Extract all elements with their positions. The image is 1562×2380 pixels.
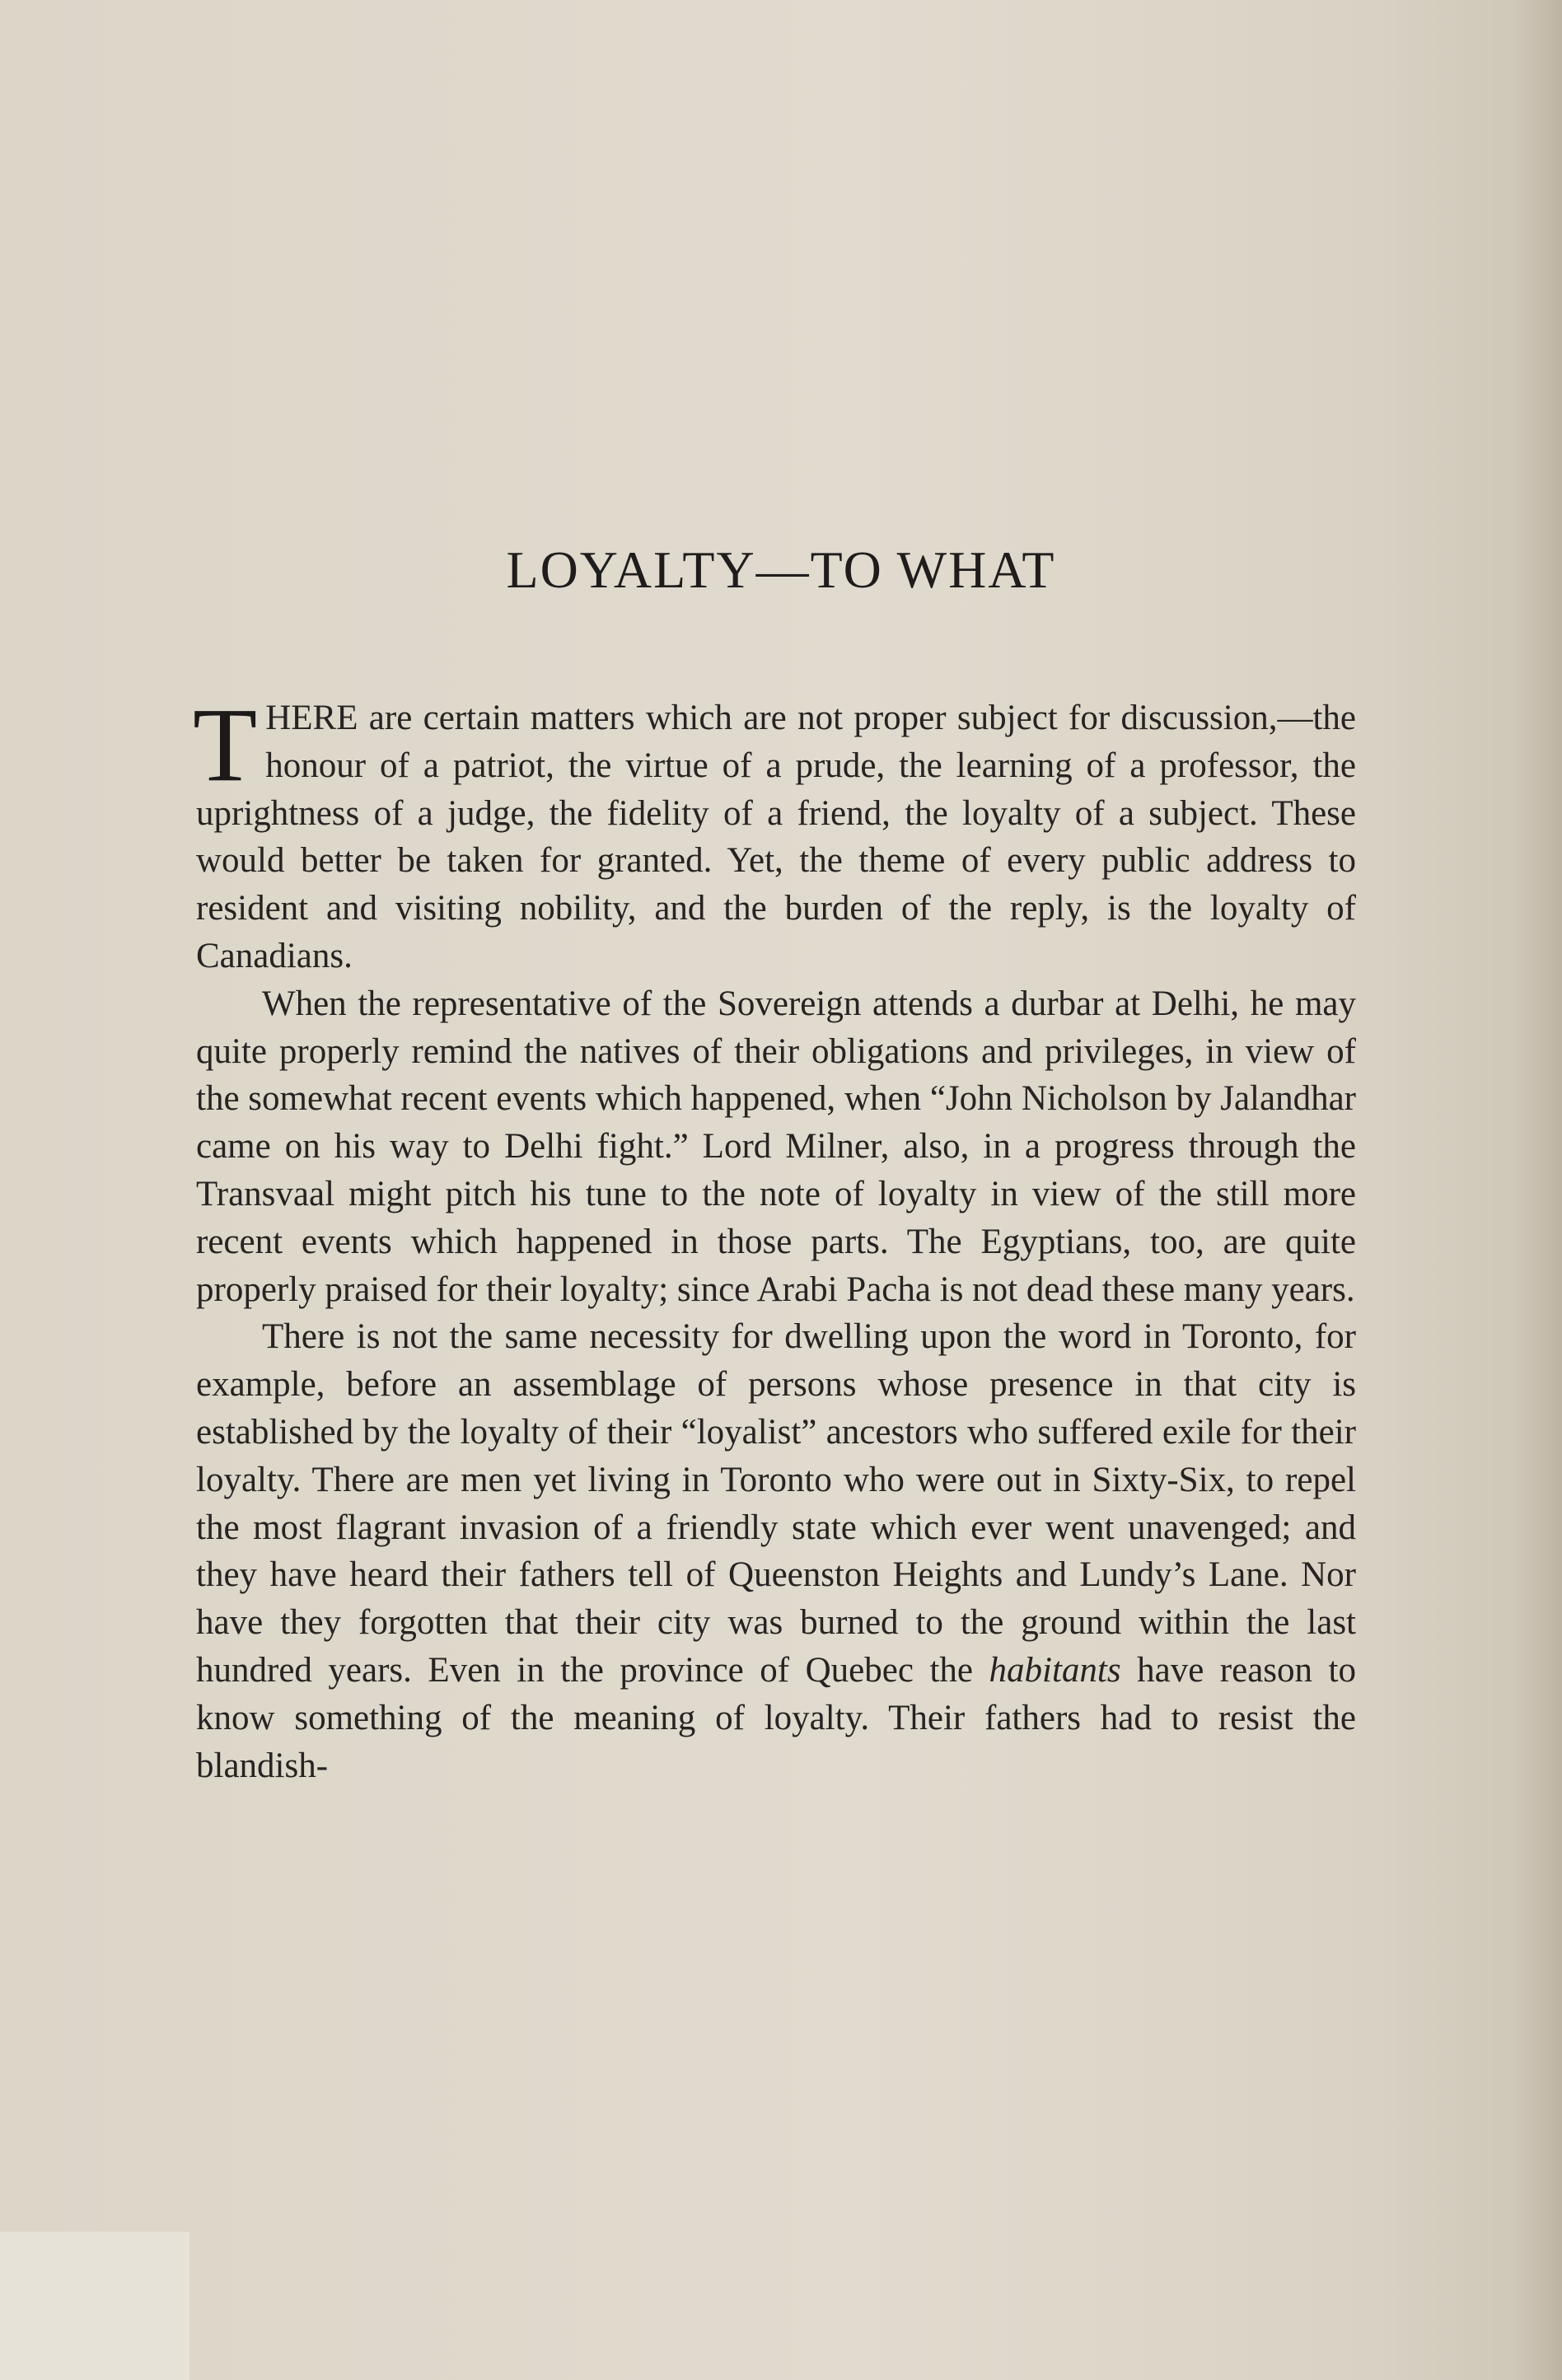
paragraph-1-text: HERE are certain matters which are not proper subject for discussion,—the honour of a patriot, the virtue of a prude, the learning of a professor, the uprightness of a judge, the fidelity of a friend, the loyalty of a subject. These would better be taken for granted. Yet, the theme of every public address to resident and visiting nobility, and the burden of the reply, is the loyalty of Canadians. [196, 699, 1356, 975]
paragraph-3 [196, 1313, 1356, 1789]
paragraph-1 [193, 686, 1356, 980]
chapter-title: LOYALTY—TO WHAT [506, 540, 1056, 599]
drop-cap: T [193, 686, 258, 803]
page-corner-shade [0, 2232, 189, 2380]
paragraph-2: When the representative of the Sovereign attends a durbar at Delhi, he may quite properly remind the natives of their obligations and privileges, in view of the somewhat recent events which happened, when “John Nicholson by Jalandhar came on his way to Delhi fight.” Lord Milner, also, in a progress through the Transvaal might pitch his tune to the note of loyalty in view of the still more recent events which happened in those parts. The Egyptians, too, are quite properly praised for their loyalty; since Arabi Pacha is not dead these many years. [196, 984, 1356, 1309]
paragraph-3-text-a: There is not the same necessity for dwelling upon the word in Toronto, for example, before an assemblage of persons whose presence in that city is established by the loyalty of their “loyalist” ancestors who suffered exile for their loyalty. There are men yet living in Toronto who were out in Sixty-Six, to repel the most flagrant invasion of a friendly state which ever went unavenged; and they have heard their fathers tell of Queenston Heights and Lundy’s Lane. Nor have they forgotten that their city was burned to the ground within the last hundred years. Even in the province of Quebec the [196, 1317, 1356, 1690]
body-text [193, 686, 1357, 1789]
italic-term: habitants [989, 1650, 1121, 1690]
paragraph-3-text-b: have reason to know something of the meaning of loyalty. Their fathers had to resist the blandish- [196, 1650, 1357, 1785]
